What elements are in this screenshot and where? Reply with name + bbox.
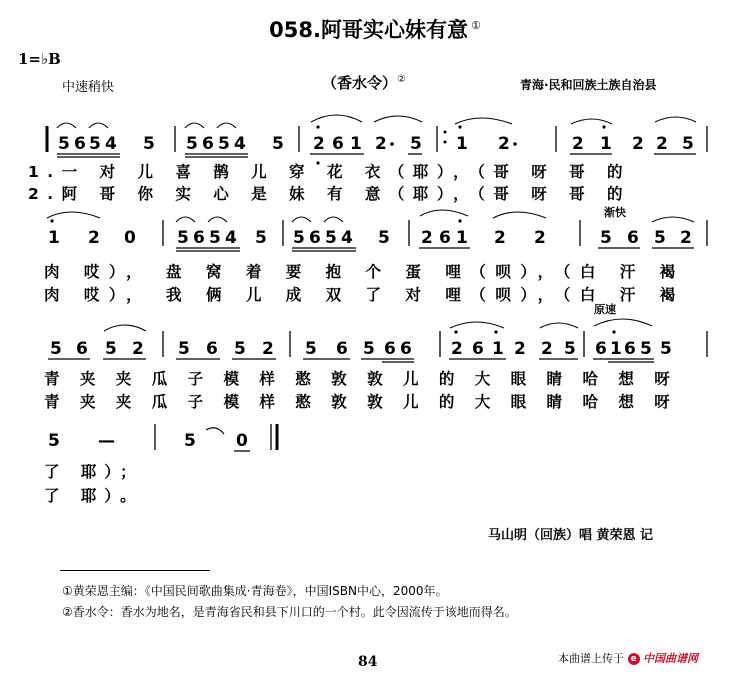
svg-text:2: 2 — [572, 134, 584, 154]
svg-text:4: 4 — [105, 134, 117, 154]
svg-text:2: 2 — [680, 228, 692, 248]
song-subtitle: （香水令）② — [322, 74, 406, 92]
svg-text:6: 6 — [76, 339, 88, 359]
svg-text:2: 2 — [132, 339, 144, 359]
svg-text:6: 6 — [202, 134, 214, 154]
svg-text:1: 1 — [456, 134, 468, 154]
svg-text:5: 5 — [178, 339, 190, 359]
svg-text:4: 4 — [234, 134, 246, 154]
svg-text:2: 2 — [451, 339, 463, 359]
svg-text:2: 2 — [514, 339, 526, 359]
svg-text:6: 6 — [206, 339, 218, 359]
lyric-line-1-2: 2.阿 哥 你 实 心 是 妹 有 意（耶），（哥 呀 哥 的 — [28, 185, 632, 203]
svg-text:4: 4 — [225, 228, 237, 248]
song-title: 058.阿哥实心妹有意 ① — [269, 18, 481, 42]
svg-text:6: 6 — [624, 339, 636, 359]
lyric-line-1-1: 1.一 对 儿 喜 鹊 儿 穿 花 衣（耶），（哥 呀 哥 的 — [28, 163, 632, 181]
svg-text:6: 6 — [595, 339, 607, 359]
svg-text:6: 6 — [74, 134, 86, 154]
svg-text:5: 5 — [58, 134, 70, 154]
svg-text:2: 2 — [498, 134, 510, 154]
notation-system-2 — [47, 205, 707, 251]
svg-text:6: 6 — [472, 339, 484, 359]
svg-text:5: 5 — [640, 339, 652, 359]
svg-text:2: 2 — [88, 228, 100, 248]
lyric-line-3-2: 青 夹 夹 瓜 子 模 样 憨 敦 敦 儿 的 大 眼 睛 哈 想 呀 — [44, 393, 678, 411]
svg-text:5: 5 — [105, 339, 117, 359]
svg-text:1: 1 — [492, 339, 504, 359]
svg-text:5: 5 — [184, 431, 196, 451]
svg-text:2: 2 — [534, 228, 546, 248]
svg-text:5: 5 — [218, 134, 230, 154]
svg-text:5: 5 — [600, 228, 612, 248]
svg-text:5: 5 — [186, 134, 198, 154]
site-logo-icon: e — [628, 653, 640, 665]
svg-text:1: 1 — [456, 228, 468, 248]
svg-text:2: 2 — [262, 339, 274, 359]
svg-text:5: 5 — [363, 339, 375, 359]
svg-text:5: 5 — [50, 339, 62, 359]
svg-text:6: 6 — [384, 339, 396, 359]
lyric-line-4-1: 了 耶）； — [44, 463, 144, 481]
svg-text:—: — — [98, 431, 115, 451]
footnote-1: ①黄荣恩主编：《中国民间歌曲集成·青海卷》，中国ISBN中心，2000年。 — [62, 584, 448, 598]
svg-text:5: 5 — [654, 228, 666, 248]
svg-text:5: 5 — [564, 339, 576, 359]
page-number: 84 — [358, 654, 378, 670]
svg-text:5: 5 — [660, 339, 672, 359]
notation-system-1 — [47, 115, 707, 165]
svg-text:6: 6 — [309, 228, 321, 248]
svg-text:5: 5 — [177, 228, 189, 248]
footnote-2: ②香水令：香水为地名，是青海省民和县下川口的一个村。此令因流传于该地而得名。 — [62, 605, 517, 619]
footnote-divider — [60, 570, 210, 571]
svg-text:2: 2 — [541, 339, 553, 359]
svg-text:5: 5 — [209, 228, 221, 248]
svg-text:2: 2 — [656, 134, 668, 154]
notation-system-3 — [48, 302, 707, 362]
song-origin: 青海·民和回族土族自治县 — [520, 78, 657, 92]
svg-text:5: 5 — [272, 134, 284, 154]
svg-text:1: 1 — [350, 134, 362, 154]
svg-text:2: 2 — [421, 228, 433, 248]
svg-text:1: 1 — [600, 134, 612, 154]
svg-text:5: 5 — [255, 228, 267, 248]
performer-credit: 马山明（回族）唱 黄荣恩 记 — [488, 528, 654, 543]
svg-text:2: 2 — [375, 134, 387, 154]
svg-text:0: 0 — [124, 228, 136, 248]
svg-text:5: 5 — [378, 228, 390, 248]
key-signature: 1=♭B — [18, 50, 61, 68]
svg-text:6: 6 — [336, 339, 348, 359]
svg-text:1: 1 — [610, 339, 622, 359]
svg-text:5: 5 — [410, 134, 422, 154]
svg-text:6: 6 — [439, 228, 451, 248]
svg-text:2: 2 — [494, 228, 506, 248]
svg-text:5: 5 — [234, 339, 246, 359]
notation-system-4 — [48, 424, 277, 451]
svg-text:4: 4 — [341, 228, 353, 248]
svg-text:5: 5 — [143, 134, 155, 154]
lyric-line-2-2: 肉 哎）， 我 俩 儿 成 双 了 对 哩（呗），（白 汗 褐 — [44, 286, 685, 304]
accel-mark: 渐快 — [604, 206, 626, 219]
svg-text:2: 2 — [313, 134, 325, 154]
svg-text:2: 2 — [632, 134, 644, 154]
svg-text:6: 6 — [193, 228, 205, 248]
svg-text:6: 6 — [400, 339, 412, 359]
svg-text:5: 5 — [48, 431, 60, 451]
svg-text:0: 0 — [236, 431, 248, 451]
svg-text:5: 5 — [305, 339, 317, 359]
svg-text:1: 1 — [48, 228, 60, 248]
tempo-marking: 中速稍快 — [62, 80, 115, 95]
svg-text:6: 6 — [332, 134, 344, 154]
svg-text:5: 5 — [325, 228, 337, 248]
tempo-return-mark: 原速 — [594, 303, 616, 316]
svg-text:6: 6 — [627, 228, 639, 248]
svg-text:5: 5 — [293, 228, 305, 248]
lyric-line-3-1: 青 夹 夹 瓜 子 模 样 憨 敦 敦 儿 的 大 眼 睛 哈 想 呀 — [44, 370, 678, 388]
svg-text:5: 5 — [682, 134, 694, 154]
lyric-line-2-1: 肉 哎）， 盘 窝 着 要 抱 个 蛋 哩（呗），（白 汗 褐 — [44, 263, 685, 281]
lyric-line-4-2: 了 耶）。 — [44, 487, 144, 505]
site-watermark[interactable]: 本曲谱上传于 e 中国曲谱网 — [558, 652, 698, 665]
svg-text:5: 5 — [89, 134, 101, 154]
